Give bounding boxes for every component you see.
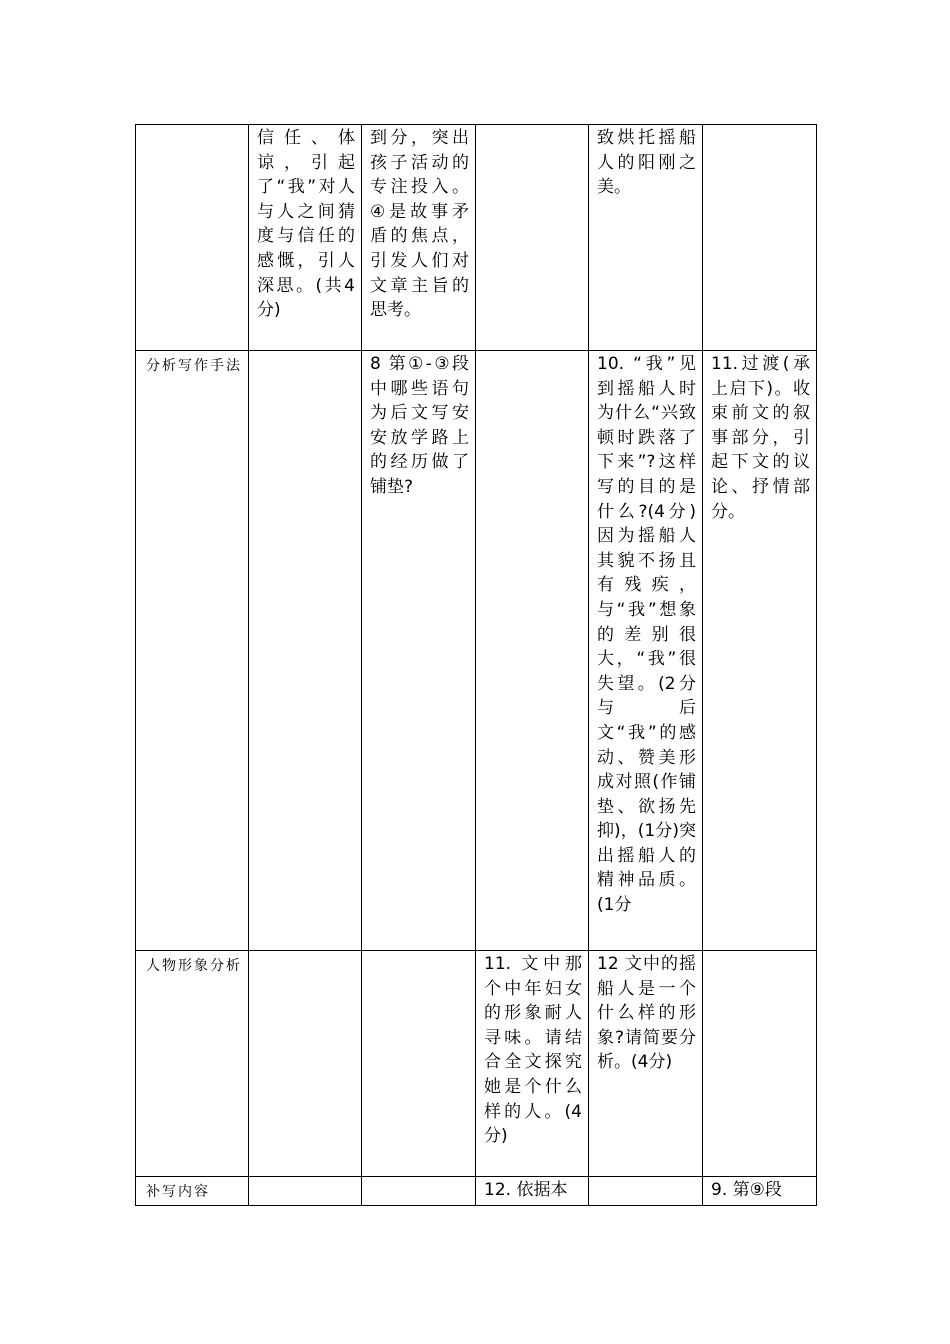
category-cell: 补写内容	[136, 1177, 249, 1206]
table-cell: 9. 第⑨段	[703, 1177, 817, 1206]
table-cell	[476, 351, 589, 951]
table-cell	[249, 351, 362, 951]
table-row	[136, 351, 817, 951]
cell-text: 10. “我”见到摇船人时为什么“兴致顿时跌落了下来”?这样写的目的是什么?(4分) 因为摇船人其貌不扬且有残疾，与“我”想象的差别很大，“我”很失望。(2分与后文“我”的感动、赞美形成对照(作铺垫、欲扬先抑)，(1分)突出摇船人的精神品质。(1分	[597, 354, 696, 916]
table-cell: 12. 依据本	[476, 1177, 589, 1206]
table-row	[136, 951, 817, 1177]
table-cell	[249, 951, 362, 1177]
table-cell	[362, 1177, 476, 1206]
table-cell: 11. 文中那个中年妇女的形象耐人寻味。请结合全文探究她是个什么样的人。(4分)	[476, 951, 589, 1177]
table-cell	[476, 125, 589, 351]
table-cell	[589, 351, 703, 951]
category-cell	[136, 125, 249, 351]
table-cell: 11.过渡(承上启下)。收束前文的叙事部分，引起下文的议论、抒情部分。	[703, 351, 817, 951]
table-cell	[703, 125, 817, 351]
category-cell: 人物形象分析	[136, 951, 249, 1177]
table-cell: 12 文中的摇船人是一个什么样的形象?请简要分析。(4分)	[589, 951, 703, 1177]
table-cell: 到分，突出孩子活动的专注投入。④是故事矛盾的焦点，引发人们对文章主旨的思考。	[362, 125, 476, 351]
category-cell: 分析写作手法	[136, 351, 249, 951]
table-cell	[249, 1177, 362, 1206]
table-cell	[703, 951, 817, 1177]
table-cell: 致烘托摇船人的阳刚之美。	[589, 125, 703, 351]
analysis-table	[135, 124, 817, 1206]
table-cell	[362, 951, 476, 1177]
table-cell	[589, 1177, 703, 1206]
table-cell: 8 第①-③段中哪些语句为后文写安安放学路上的经历做了铺垫?	[362, 351, 476, 951]
table-cell: 信任、体谅，引起了“我”对人与人之间猜度与信任的感慨，引人深思。(共4分)	[249, 125, 362, 351]
table-row	[136, 1177, 817, 1206]
table-row	[136, 125, 817, 351]
